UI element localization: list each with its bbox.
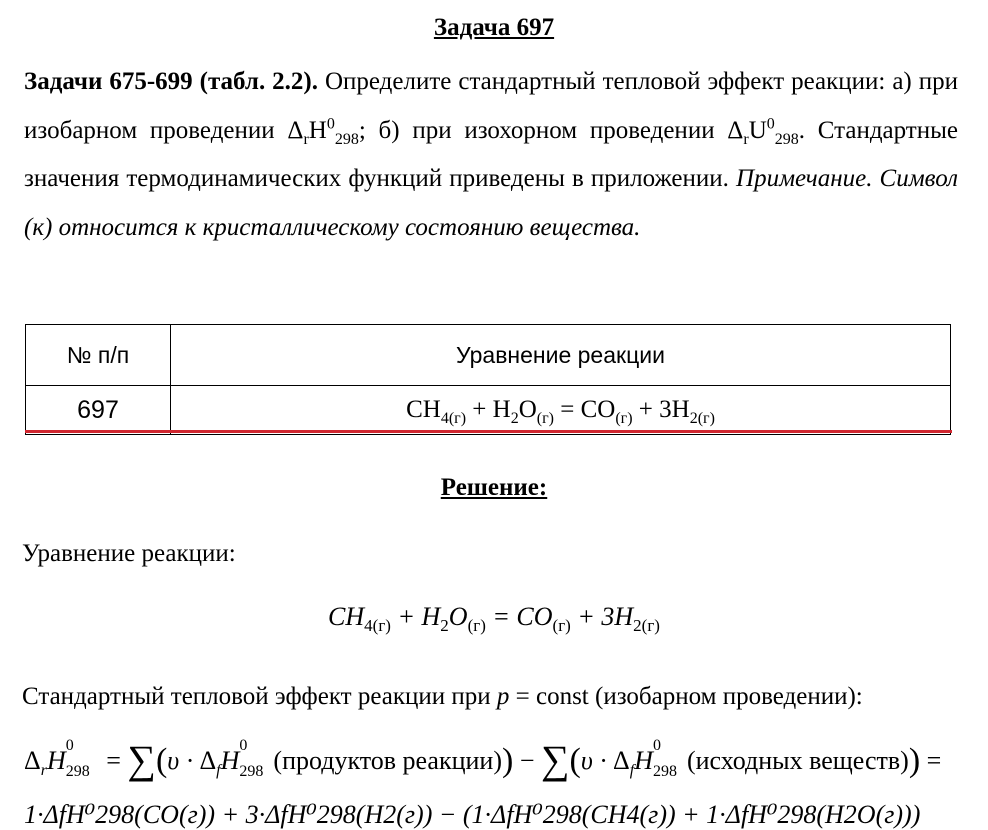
f-reactants: (исходных веществ) — [686, 746, 909, 775]
f-f-sub1: f — [216, 762, 221, 780]
f-sup-0: 0 — [65, 737, 74, 754]
f-sub-298c: 298 — [652, 763, 677, 780]
eq-plus2: + 3H — [632, 396, 690, 423]
f-lp1: ( — [155, 742, 168, 779]
cut-off-formula-line: 1·ΔfH⁰298(CO(г)) + 3·ΔfH⁰298(H2(г)) − (1·ΔfH⁰298(CH4(г)) + 1·ΔfH⁰298(H2O(г))) — [24, 800, 921, 829]
f-delta2: Δ — [199, 746, 217, 775]
f-sup-0c: 0 — [652, 737, 661, 754]
f-products: (продуктов реакции) — [273, 746, 502, 775]
m-co-sub: (г) — [552, 616, 571, 636]
task-sup-0-2: 0 — [766, 115, 775, 133]
eq-o-sub: (г) — [536, 410, 554, 427]
isobaric-b: = const (изобарном проведении): — [509, 683, 863, 710]
enthalpy-formula — [24, 737, 942, 782]
m-plus2: + 3H — [570, 602, 634, 631]
f-r-sub: r — [40, 762, 47, 780]
eq-two-sub: 2 — [510, 410, 519, 427]
table-row — [26, 386, 951, 435]
f-upsilon2: υ — [580, 746, 593, 775]
m-equals-co: = CO — [485, 602, 553, 631]
f-dot1: · — [179, 746, 200, 775]
m-o-sub: (г) — [467, 616, 486, 636]
f-eq: = — [99, 746, 128, 775]
m-h2-sub: 2(г) — [633, 616, 660, 636]
eq-ch-sub: 4(г) — [440, 410, 467, 427]
eq-plus1: + H — [466, 396, 511, 423]
eq-co-sub: (г) — [615, 410, 633, 427]
f-dot2: · — [592, 746, 613, 775]
f-script-2 — [239, 737, 273, 780]
f-f-sub2: f — [629, 762, 635, 780]
task-text-2: ; б) при изохорном проведении Δ — [358, 116, 744, 144]
f-minus: − — [513, 746, 541, 775]
isobaric-line — [22, 683, 863, 711]
eq-o: O — [518, 396, 537, 423]
reaction-table — [25, 324, 951, 435]
f-delta3: Δ — [613, 746, 630, 775]
isobaric-a: Стандартный тепловой эффект реакции при — [22, 683, 497, 710]
m-o: O — [448, 602, 468, 631]
m-plus1: + H — [390, 602, 441, 631]
m-two-sub: 2 — [440, 616, 449, 636]
m-ch: CH — [328, 602, 365, 631]
header-number: № п/п — [26, 325, 171, 386]
f-h3: H — [634, 746, 653, 775]
f-h: H — [46, 746, 66, 775]
f-script-1 — [65, 737, 100, 780]
row-equation — [171, 386, 951, 435]
f-upsilon1: υ — [167, 746, 180, 775]
f-delta: Δ — [24, 746, 41, 775]
eq-h2-sub: 2(г) — [689, 410, 715, 427]
f-script-3 — [652, 737, 687, 780]
table-header-row — [26, 325, 951, 386]
f-h2: H — [220, 746, 240, 775]
task-statement — [24, 58, 958, 252]
sum-icon-2: ∑ — [540, 737, 570, 782]
task-text-3: . Стандартные значения термодинамических функций приведены в приложении. — [24, 116, 959, 192]
page-title: Задача 697 — [433, 14, 555, 41]
task-sup-0-1: 0 — [326, 115, 335, 133]
task-sub-r1: r — [303, 130, 309, 148]
m-ch-sub: 4(г) — [364, 616, 391, 636]
task-sub-298-1: 298 — [334, 130, 359, 148]
task-sub-298-2: 298 — [774, 130, 799, 148]
header-equation: Уравнение реакции — [171, 325, 951, 386]
task-u: U — [748, 116, 767, 144]
f-lp2: ( — [569, 742, 581, 779]
f-sub-298: 298 — [65, 763, 90, 780]
f-sub-298b: 298 — [239, 763, 264, 780]
eq-ch: CH — [406, 396, 441, 423]
red-underline — [25, 430, 952, 433]
solution-heading: Решение: — [440, 474, 548, 501]
f-rp1: ) — [501, 742, 514, 779]
isobaric-p: p — [496, 683, 510, 710]
row-number: 697 — [26, 386, 171, 435]
sum-icon: ∑ — [127, 737, 156, 782]
task-h: H — [308, 116, 327, 144]
task-text-1: Определите стандартный тепловой эффект реакции: а) при изобарном проведении Δ — [24, 68, 958, 144]
task-lead: Задачи 675-699 (табл. 2.2). — [24, 68, 318, 95]
f-rp2: ) — [908, 742, 921, 779]
task-note: Примечание. Символ (к) относится к кристаллическому состоянию вещества. — [24, 165, 958, 241]
f-tail: = — [920, 746, 942, 775]
eq-equals-co: = CO — [553, 396, 616, 423]
reaction-equation — [0, 602, 988, 636]
task-sub-r2: r — [743, 130, 749, 148]
equation-label: Уравнение реакции: — [22, 540, 236, 567]
f-sup-0b: 0 — [239, 737, 248, 754]
